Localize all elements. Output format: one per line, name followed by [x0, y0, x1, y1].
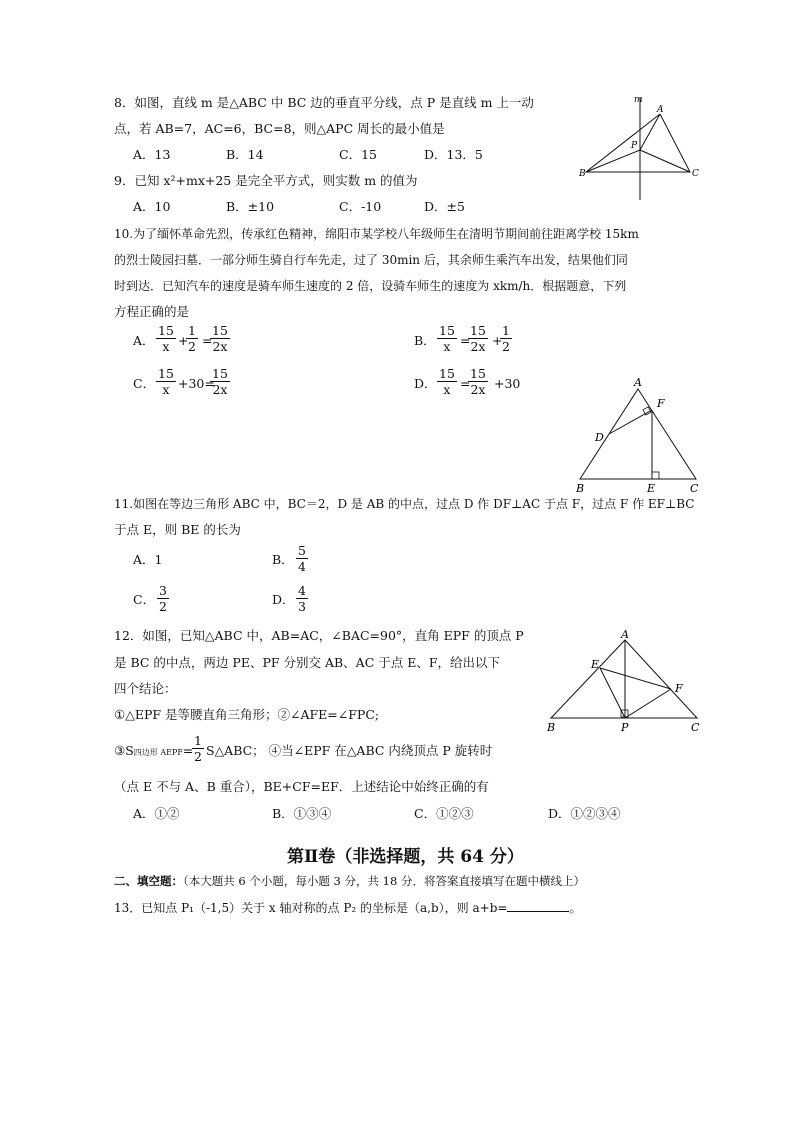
- q11-option-a: A．1: [133, 552, 163, 567]
- q10-a-frac2: [186, 323, 198, 354]
- label-e: E: [647, 482, 656, 495]
- q8-option-d: D．13．5: [424, 147, 483, 162]
- q8-figure: [576, 90, 706, 202]
- fill-heading: 二、填空题：: [114, 874, 183, 888]
- label-f: F: [657, 397, 665, 410]
- q12-option-a: A．①②: [133, 806, 180, 821]
- label-p: P: [621, 721, 629, 734]
- q12-option-d: D．①②③④: [548, 806, 621, 821]
- q10-option-a-label: A．: [133, 333, 155, 348]
- q10-d-frac2: [468, 366, 488, 397]
- q11-figure: [572, 375, 706, 495]
- label-f: F: [675, 682, 683, 695]
- label-p: P: [631, 141, 638, 151]
- q12-figure: [545, 630, 705, 736]
- q9-line1: 9．已知 x²+mx+25 是完全平方式，则实数 m 的值为: [114, 173, 418, 188]
- denominator: x: [443, 339, 451, 354]
- label-c: C: [691, 721, 700, 734]
- q9-option-d: D．±5: [424, 199, 465, 214]
- label-b: B: [576, 482, 585, 495]
- label-m: m: [634, 95, 643, 105]
- q10-b-frac3: [500, 323, 512, 354]
- equals-sign: =: [182, 743, 194, 758]
- triangle-abc: [586, 114, 690, 172]
- q9-option-a: A．10: [133, 199, 171, 214]
- q10-line4: 方程正确的是: [114, 304, 190, 319]
- denominator: x: [162, 382, 170, 397]
- segment-pc: [640, 150, 690, 172]
- label-c: C: [690, 482, 699, 495]
- denominator: 2: [159, 599, 167, 614]
- numerator: 15: [158, 366, 174, 381]
- q10-option-d-label: D．: [414, 376, 437, 391]
- denominator: 2: [188, 339, 196, 354]
- fill-heading-line: [114, 873, 585, 889]
- q10-b-frac2: [468, 323, 488, 354]
- segment-df: [609, 410, 652, 434]
- q10-d-frac1: [437, 366, 457, 397]
- label-c: C: [692, 169, 699, 179]
- q13-text: 13．已知点 P₁（-1,5）关于 x 轴对称的点 P₂ 的坐标是（a,b），则 a+b=: [114, 901, 508, 915]
- q12-option-b: B．①③④: [272, 806, 332, 821]
- label-d: D: [595, 431, 604, 444]
- q12-line3: 四个结论：: [114, 681, 177, 696]
- q9-option-b: B．±10: [226, 199, 275, 214]
- numerator: 15: [212, 323, 228, 338]
- denominator: 2x: [470, 339, 486, 354]
- q11-line1: 11.如图在等边三角形 ABC 中，BC＝2，D 是 AB 的中点，过点 D 作 DF⊥AC 于点 F，过点 F 作 EF⊥BC: [114, 497, 695, 511]
- q10-c-frac2: [210, 366, 230, 397]
- denominator: x: [162, 339, 170, 354]
- q10-line1: 10.为了缅怀革命先烈，传承红色精神，绵阳市某学校八年级师生在清明节期间前往距离学校 15km: [114, 227, 639, 241]
- q12-line6: （点 E 不与 A、B 重合），BE+CF=EF．上述结论中始终正确的有: [114, 779, 489, 794]
- q11-c-frac: [157, 583, 169, 614]
- segment-pf: [625, 689, 671, 718]
- q10-c-mid: +30=: [178, 376, 215, 391]
- q11-option-b-label: B．: [272, 552, 294, 567]
- label-b: B: [579, 169, 586, 179]
- q11-option-d-label: D．: [272, 592, 295, 607]
- numerator: 15: [158, 323, 174, 338]
- segment-bp: [586, 150, 640, 172]
- q8-line2: 点，若 AB=7，AC=6，BC=8，则△APC 周长的最小值是: [114, 121, 445, 136]
- q13-answer-blank[interactable]: [507, 900, 569, 912]
- q10-d-eq: =: [460, 376, 471, 391]
- q13-end: 。: [569, 901, 582, 915]
- right-angle-e: [652, 472, 659, 479]
- label-a: A: [634, 376, 642, 389]
- label-a: A: [621, 630, 629, 641]
- q11-b-frac: [296, 543, 308, 574]
- numerator: 15: [470, 366, 486, 381]
- q10-line3: 时到达．已知汽车的速度是骑车师生速度的 2 倍，设骑车师生的速度为 xkm/h．根据题意，下列: [114, 279, 627, 293]
- q9-option-c: C．-10: [339, 199, 382, 214]
- denominator: x: [443, 382, 451, 397]
- denominator: 2x: [212, 382, 228, 397]
- q10-b-op1: +: [492, 333, 503, 348]
- q12-half-frac: [192, 733, 204, 764]
- q8-option-a: A．13: [133, 147, 171, 162]
- q10-d-tail: +30: [494, 376, 521, 391]
- numerator: 1: [188, 323, 196, 338]
- denominator: 4: [298, 559, 306, 574]
- q12-line2: 是 BC 的中点，两边 PE、PF 分别交 AB、AC 于点 E、F，给出以下: [114, 655, 501, 670]
- numerator: 4: [298, 583, 306, 598]
- numerator: 3: [159, 583, 167, 598]
- q11-line2: 于点 E，则 BE 的长为: [114, 522, 241, 537]
- q10-a-op1: +: [178, 333, 189, 348]
- fill-note: （本大题共 6 个小题，每小题 3 分，共 18 分．将答案直接填写在题中横线上）: [183, 874, 585, 888]
- numerator: 5: [298, 543, 306, 558]
- triangle-abc: [551, 640, 697, 718]
- q8-option-c: C．15: [339, 147, 377, 162]
- q10-a-frac1: [156, 323, 176, 354]
- q10-b-eq: =: [460, 333, 471, 348]
- q12-option-c: C．①②③: [414, 806, 474, 821]
- area-symbol: ③S: [114, 743, 134, 758]
- q13-line: [114, 900, 581, 916]
- segment-ap: [640, 114, 660, 150]
- q10-b-frac1: [437, 323, 457, 354]
- numerator: 15: [212, 366, 228, 381]
- q12-line4: ①△EPF 是等腰直角三角形；②∠AFE=∠FPC;: [114, 707, 380, 722]
- q10-c-frac1: [156, 366, 176, 397]
- denominator: 2: [194, 749, 202, 764]
- q10-a-eq: =: [202, 333, 213, 348]
- denominator: 3: [298, 599, 306, 614]
- q12-line1: 12．如图，已知△ABC 中，AB=AC，∠BAC=90°，直角 EPF 的顶点 P: [114, 628, 524, 643]
- area-subscript: 四边形 AEPF: [133, 748, 183, 757]
- numerator: 15: [439, 366, 455, 381]
- denominator: 2: [502, 339, 510, 354]
- q10-line2: 的烈士陵园扫墓．一部分师生骑自行车先走，过了 30min 后，其余师生乘汽车出发，结果他们同: [114, 253, 628, 267]
- q12-line5-post: S△ABC； ④当∠EPF 在△ABC 内绕顶点 P 旋转时: [206, 743, 493, 758]
- q8-option-b: B．14: [226, 147, 264, 162]
- q10-a-frac3: [210, 323, 230, 354]
- label-e: E: [591, 658, 600, 671]
- q11-d-frac: [296, 583, 308, 614]
- part2-title: 第Ⅱ卷（非选择题，共 64 分）: [287, 847, 524, 867]
- q10-option-b-label: B．: [414, 333, 436, 348]
- q10-option-c-label: C．: [133, 376, 156, 391]
- numerator: 1: [502, 323, 510, 338]
- numerator: 15: [470, 323, 486, 338]
- label-a: A: [657, 105, 664, 115]
- numerator: 1: [194, 733, 202, 748]
- label-b: B: [547, 721, 556, 734]
- denominator: 2x: [470, 382, 486, 397]
- numerator: 15: [439, 323, 455, 338]
- q12-line5-pre: [114, 743, 193, 761]
- q11-option-c-label: C．: [133, 592, 156, 607]
- q8-line1: 8．如图，直线 m 是△ABC 中 BC 边的垂直平分线，点 P 是直线 m 上一动: [114, 95, 534, 110]
- denominator: 2x: [212, 339, 228, 354]
